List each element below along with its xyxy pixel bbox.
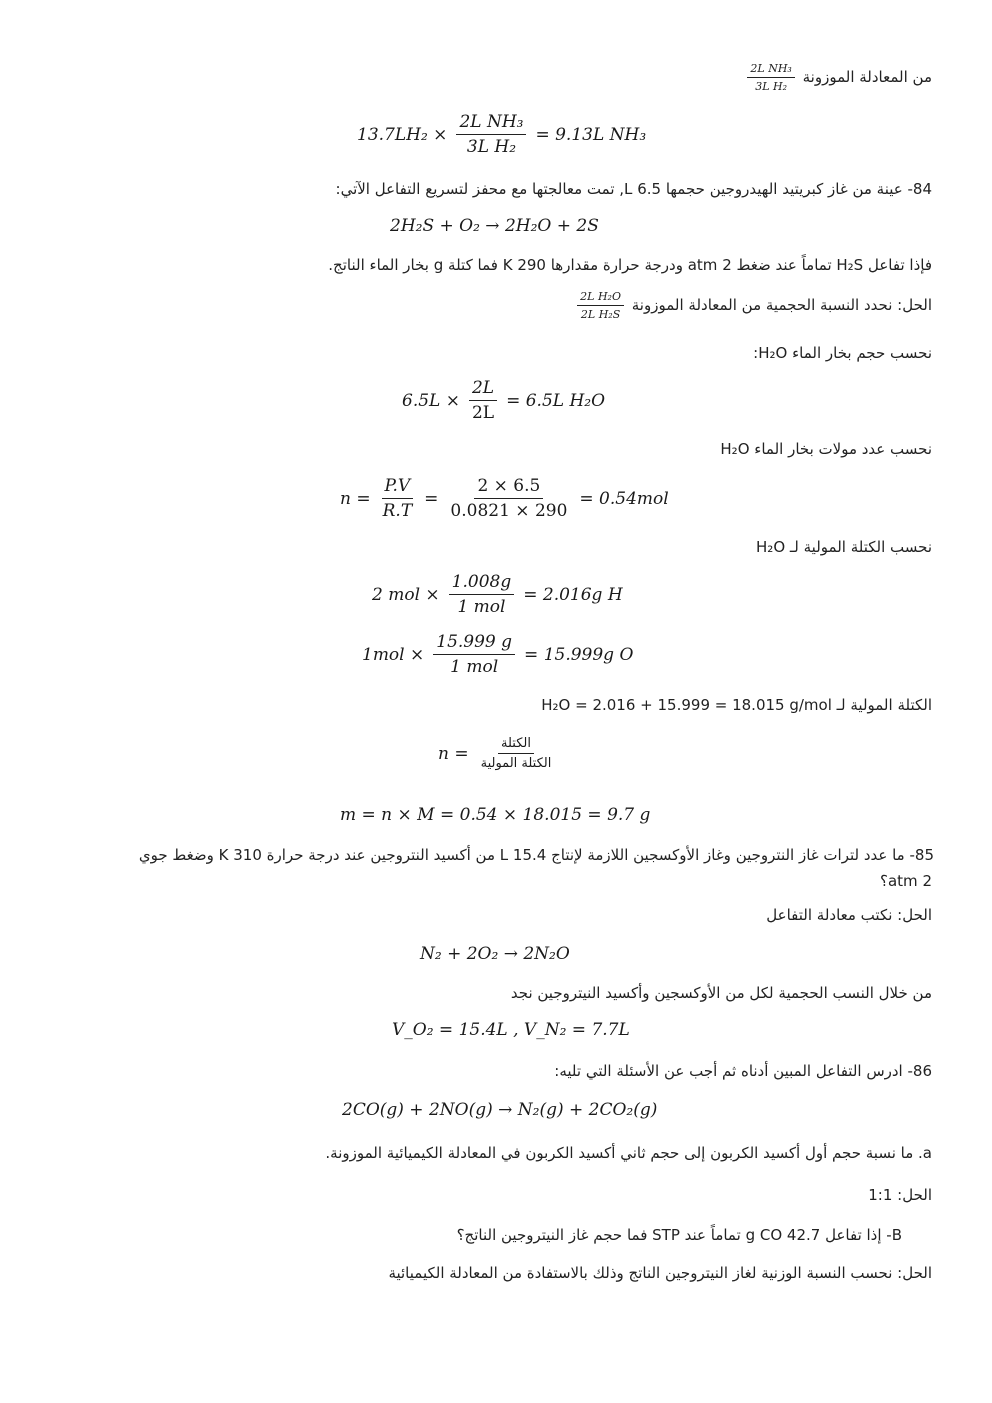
eq1-result: = 9.13L NH₃ bbox=[535, 124, 647, 145]
mol-num2: 2 × 6.5 bbox=[474, 476, 543, 499]
q84-h-eq bbox=[372, 572, 623, 617]
intro-ratio-num: 2L NH₃ bbox=[747, 62, 794, 78]
eq1-left: 13.7LH₂ × bbox=[357, 124, 448, 145]
mol-num1: P.V bbox=[382, 476, 414, 499]
equation-nh3 bbox=[357, 112, 646, 157]
q84-sol-ratio bbox=[577, 290, 624, 321]
q84-reaction: 2H₂S + O₂ → 2H₂O + 2S bbox=[390, 216, 599, 236]
q85-reaction: N₂ + 2O₂ → 2N₂O bbox=[420, 944, 570, 964]
q84-o-eq bbox=[362, 632, 633, 677]
intro-ratio-den: 3L H₂ bbox=[755, 80, 788, 93]
eq1-num: 2L NH₃ bbox=[456, 112, 526, 135]
q86-part-a: a. ما نسبة حجم أول أكسيد الكربون إلى حجم ثاني أكسيد الكربون في المعادلة الكيميائية الموزونة. bbox=[325, 1144, 932, 1162]
eq1-fraction bbox=[456, 112, 526, 157]
q86-text: 86- ادرس التفاعل المبين أدناه ثم أجب عن الأسئلة التي تليه: bbox=[554, 1062, 932, 1080]
q84-sol-den: 2L H₂S bbox=[580, 308, 621, 321]
q84-n-eq bbox=[438, 736, 557, 771]
n-left: n = bbox=[438, 743, 469, 764]
intro-ratio bbox=[747, 62, 794, 93]
mol-den1: R.T bbox=[382, 501, 413, 521]
mol-result: = 0.54mol bbox=[579, 488, 669, 509]
q86-part-b: B- إذا تفاعل 42.7 g CO تماماً عند STP فما حجم غاز النيتروجين الناتج؟ bbox=[456, 1226, 902, 1244]
o-num: 15.999 g bbox=[433, 632, 515, 655]
q86-reaction: 2CO(g) + 2NO(g) → N₂(g) + 2CO₂(g) bbox=[342, 1100, 658, 1120]
vol-num: 2L bbox=[469, 378, 497, 401]
q84-sol-num: 2L H₂O bbox=[577, 290, 624, 306]
o-den: 1 mol bbox=[450, 657, 499, 677]
q84-mass-eq: m = n × M = 0.54 × 18.015 = 9.7 g bbox=[340, 805, 651, 825]
eq1-den: 3L H₂ bbox=[466, 137, 517, 157]
q85-text: 85- ما عدد لترات غاز النتروجين وغاز الأوكسجين اللازمة لإنتاج 15.4 L من أكسيد النتروجين عند درجة حرارة 310 K وضغط جوي bbox=[138, 846, 934, 864]
mol-fraction-1 bbox=[380, 476, 416, 521]
vol-result: = 6.5L H₂O bbox=[506, 390, 606, 411]
q84-mol-eq bbox=[340, 476, 669, 521]
h-result: = 2.016g H bbox=[523, 584, 623, 605]
q84-vol-label: نحسب حجم بخار الماء H₂O: bbox=[753, 344, 932, 362]
n-fraction bbox=[478, 736, 555, 771]
q84-vol-eq bbox=[402, 378, 605, 423]
q84-text: 84- عينة من غاز كبريتيد الهيدروجين حجمها 6.5 L, تمت معالجتها مع محفز لتسريع التفاعل الآتي: bbox=[335, 180, 932, 198]
n-num: الكتلة bbox=[498, 736, 534, 754]
intro-line bbox=[744, 62, 932, 93]
o-result: = 15.999g O bbox=[524, 644, 634, 665]
vol-den: 2L bbox=[471, 403, 495, 423]
mol-left: n = bbox=[340, 488, 371, 509]
q86-a-solution: الحل: 1:1 bbox=[868, 1186, 932, 1204]
n-den: الكتلة المولية bbox=[480, 756, 552, 771]
q84-question: فإذا تفاعل H₂S تماماً عند ضغط 2 atm ودرجة حرارة مقدارها 290 K فما كتلة g بخار الماء الناتج. bbox=[328, 256, 932, 274]
q84-mm-label: نحسب الكتلة المولية لـ H₂O bbox=[756, 538, 932, 556]
q85-text2: 2 atm؟ bbox=[880, 872, 932, 890]
vol-fraction bbox=[469, 378, 497, 423]
h-num: 1.008g bbox=[449, 572, 515, 595]
h-fraction bbox=[449, 572, 515, 617]
q85-ratio-label: من خلال النسب الحجمية لكل من الأوكسجين وأكسيد النيتروجين نجد bbox=[510, 984, 932, 1002]
q84-solution-line bbox=[574, 290, 932, 321]
q85-result: V_O₂ = 15.4L , V_N₂ = 7.7L bbox=[392, 1020, 630, 1040]
q86-b-solution: الحل: نحسب النسبة الوزنية لغاز النيتروجين الناتج وذلك بالاستفادة من المعادلة الكيميائية bbox=[388, 1264, 932, 1282]
h-den: 1 mol bbox=[457, 597, 506, 617]
h-left: 2 mol × bbox=[372, 584, 440, 605]
q84-mm-total: الكتلة المولية لـ H₂O = 2.016 + 15.999 = 18.015 g/mol bbox=[541, 696, 932, 714]
mol-fraction-2 bbox=[447, 476, 570, 521]
o-left: 1mol × bbox=[362, 644, 425, 665]
o-fraction bbox=[433, 632, 515, 677]
vol-left: 6.5L × bbox=[402, 390, 460, 411]
q84-sol-label: الحل: نحدد النسبة الحجمية من المعادلة الموزونة bbox=[631, 296, 932, 314]
q84-mol-label: نحسب عدد مولات بخار الماء H₂O bbox=[720, 440, 932, 458]
q85-sol-label: الحل: نكتب معادلة التفاعل bbox=[766, 906, 932, 924]
mol-den2: 0.0821 × 290 bbox=[450, 501, 568, 521]
mol-equals: = bbox=[424, 488, 439, 509]
intro-text: من المعادلة الموزونة bbox=[802, 68, 932, 86]
